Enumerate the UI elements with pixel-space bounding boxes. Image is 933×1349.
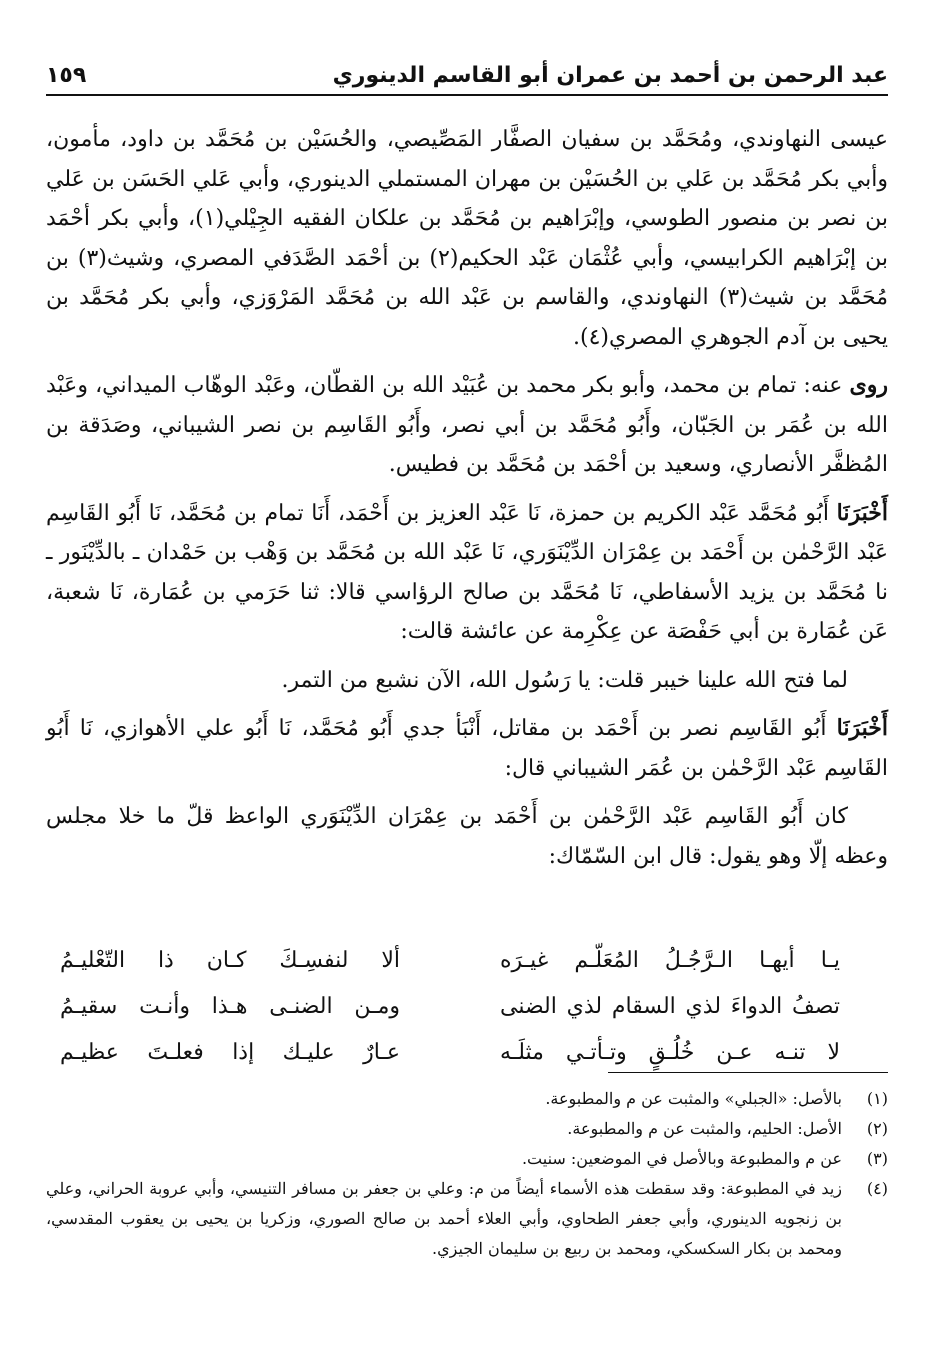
paragraph-teachers: عيسى النهاوندي، ومُحَمَّد بن سفيان الصفَّار المَصِّيصي، والحُسَيْن بن مُحَمَّد بن داود، مأمون، وأبي بكر مُحَمَّد بن عَلي بن الحُسَيْن بن مهران المستملي الدينوري، وأبي عَلي الحَسَن بن عَلي بن نصر بن منصور الطوسي، وإبْرَاهيم بن مُحَمَّد بن علكان الفقيه الجِيْلي(١)، وأبي بكر أحْمَد بن إبْرَاهيم الكرابيسي، وأبي عُثْمَان عَبْد الحكيم(٢) بن أحْمَد الصَّدَفي المصري، وشيث(٣) بن مُحَمَّد بن شيث(٣) النهاوندي، والقاسم بن عَبْد الله بن مُحَمَّد المَرْوَزي، وأبي بكر مُحَمَّد بن يحيى بن آدم الجوهري المصري(٤).: [46, 127, 889, 350]
paragraph-students-text: عنه: تمام بن محمد، وأبو بكر محمد بن عُبَيْد الله بن القطّان، وعَبْد الوهّاب الميداني، وعَبْد الله بن عُمَر بن الجَبّان، وأَبُو مُحَمَّد بن أبي نصر، وأَبُو القَاسِم بن نصر الشيباني، وصَدَقة بن المُظفَّر الأنصاري، وسعيد بن أحْمَد بن مُحَمَّد بن فطيس.: [46, 373, 888, 477]
keyword-akhbarana-1: أَخْبَرَنَا: [836, 499, 888, 526]
footnote-number: (٤): [866, 1179, 888, 1198]
footnote-text: عن م والمطبوعة وبالأصل في الموضعين: سنيت.: [521, 1149, 842, 1168]
footnote-text: زيد في المطبوعة: وقد سقطت هذه الأسماء أيضاً من م: وعلي بن جعفر بن مسافر التنيسي، وأبي عروبة الحراني، وعلي بن زنجويه الدينوري، وأبي جعفر الطحاوي، وأبي العلاء أحمد بن صالح الصوري، وزكريا بن يحيى بن يعقوب المقدسي، ومحمد بن بكار السكسكي، ومحمد بن ربيع بن سليمان الجيزي.: [46, 1179, 843, 1258]
footnote: [46, 1144, 888, 1174]
paragraph-students: [46, 366, 888, 485]
poem-verse: [60, 984, 840, 1030]
paragraph-hadith-isnad: [46, 494, 888, 652]
poem-hemistich-first: تصفُ الدواءَ لذي السقام لذي الضنى: [500, 994, 840, 1019]
poem-hemistich-second: ومـن الضنـى هـذا وأنـت سقيـمُ: [60, 994, 400, 1019]
footnote: [46, 1114, 888, 1144]
poem-verse: [60, 938, 840, 984]
footnote-text: الأصل: الحليم، والمثبت عن م والمطبوعة.: [567, 1119, 842, 1138]
poem-hemistich-second: ألا لنفسِـكَ كـان ذا التّعْليـمُ: [60, 948, 400, 973]
main-text: [46, 120, 888, 885]
running-title: عبد الرحمن بن أحمد بن عمران أبو القاسم الدينوري: [332, 63, 888, 88]
poem: [60, 938, 840, 1076]
paragraph-hadith-matn: لما فتح الله علينا خيبر قلت: يا رَسُول الله، الآن نشبع من التمر.: [281, 667, 848, 693]
poem-hemistich-first: يـا أيهـا الـرَّجُـلُ المُعَلّـم غيـرَه: [500, 948, 840, 973]
paragraph-poem-intro: كان أَبُو القَاسِم عَبْد الرَّحْمٰن بن أَحْمَد بن عِمْرَان الدِّيْنَوَري الواعظ قلّ ما خلا مجلس وعظه إلّا وهو يقول: قال ابن السّمّاك:: [46, 804, 888, 869]
paragraph-hadith-isnad-text: أَبُو مُحَمَّد عَبْد الكريم بن حمزة، نَا عَبْد العزيز بن أَحْمَد، أَنَا تمام بن مُحَمَّد، نَا أَبُو القَاسِم عَبْد الرَّحْمٰن بن أَحْمَد بن عِمْرَان الدِّيْنَوَري، نَا عَبْد الله بن مُحَمَّد بن وَهْب بن حَمْدان ـ بالدِّيْنَور ـ نا مُحَمَّد بن يزيد الأسفاطي، نَا مُحَمَّد بن صالح الرؤاسي قالا: ثنا حَرَمي بن عُمَارة، نَا شعبة، عَن عُمَارة بن أبي حَفْصَة عن عِكْرِمة عن عائشة قالت:: [46, 500, 888, 644]
page-header: [46, 52, 888, 96]
poem-hemistich-first: لا تنـه عـن خُلُـقٍ وتـأتـي مثلَـه: [500, 1040, 840, 1065]
footnote-text: بالأصل: «الجبلي» والمثبت عن م والمطبوعة.: [545, 1089, 842, 1108]
poem-verse: [60, 1030, 840, 1076]
footnote-number: (١): [866, 1089, 888, 1108]
footnote-separator: [46, 1072, 888, 1073]
page-number: ١٥٩: [46, 63, 87, 88]
footnote: [46, 1084, 888, 1114]
poem-hemistich-second: عـارٌ عليـك إذا فعلـتَ عظيـم: [60, 1040, 400, 1065]
footnote-number: (٣): [866, 1149, 888, 1168]
keyword-akhbarana-2: أَخْبَرَنَا: [836, 715, 888, 741]
keyword-rawa: روى: [849, 372, 888, 398]
footnotes: [46, 1084, 888, 1264]
paragraph-second-isnad-text: أَبُو القَاسِم نصر بن أَحْمَد بن مقاتل، أَنْبَأ جدي أَبُو مُحَمَّد، نَا أَبُو علي الأهوازي، نَا أَبُو القَاسِم عَبْد الرَّحْمٰن بن عُمَر الشيباني قال:: [46, 716, 888, 781]
footnote: [46, 1174, 888, 1264]
paragraph-second-isnad: [46, 709, 888, 788]
footnote-number: (٢): [866, 1119, 888, 1138]
